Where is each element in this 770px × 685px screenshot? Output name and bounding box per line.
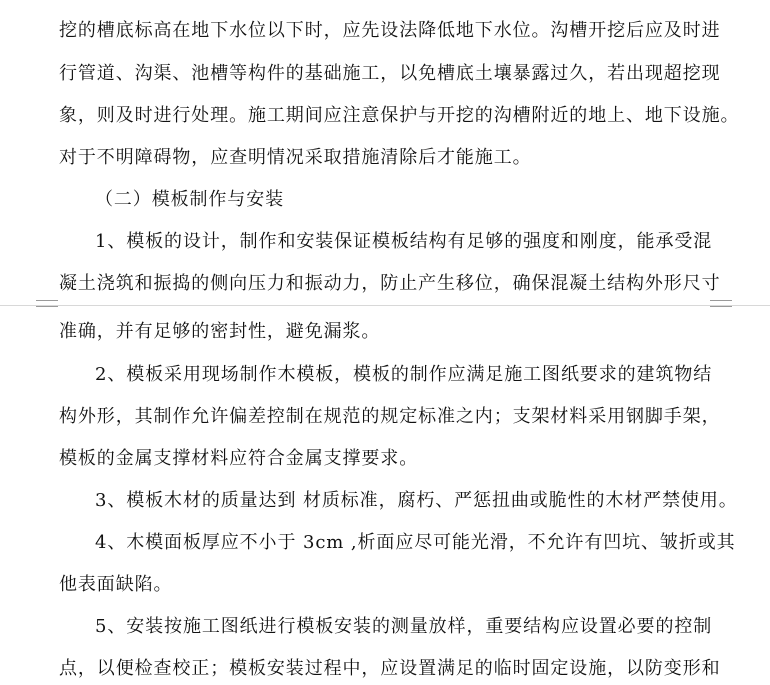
- page-corner-mark-left: [36, 300, 58, 308]
- text-line: 准确，并有足够的密封性，避免漏浆。: [59, 321, 381, 342]
- text-line: 模板的金属支撑材料应符合金属支撑要求。: [59, 448, 419, 469]
- text-line: 2、模板采用现场制作木模板，模板的制作应满足施工图纸要求的建筑物结: [95, 364, 713, 385]
- text-line: 对于不明障碍物，应查明情况采取措施清除后才能施工。: [59, 147, 532, 168]
- page-corner-mark-right: [710, 300, 732, 308]
- text-line: 4、木模面板厚应不小于 3cm ,析面应尽可能光滑，不允许有凹坑、皱折或其: [95, 532, 736, 553]
- page-break-line: [0, 305, 770, 306]
- text-line: 象，则及时进行处理。施工期间应注意保护与开挖的沟槽附近的地上、地下设施。: [59, 105, 740, 126]
- section-heading: （二）模板制作与安装: [95, 189, 284, 210]
- text-line: 挖的槽底标高在地下水位以下时，应先设法降低地下水位。沟槽开挖后应及时进: [59, 20, 721, 41]
- text-line: 1、模板的设计，制作和安装保证模板结构有足够的强度和刚度，能承受混: [95, 231, 713, 252]
- text-line: 3、模板木材的质量达到 材质标准，腐朽、严惩扭曲或脆性的木材严禁使用。: [95, 490, 738, 511]
- text-line: 5、安装按施工图纸进行模板安装的测量放样，重要结构应设置必要的控制: [95, 616, 713, 637]
- text-line: 点，以便检查校正；模板安装过程中，应设置满足的临时固定设施，以防变形和: [59, 658, 721, 679]
- text-line: 凝土浇筑和振捣的侧向压力和振动力，防止产生移位，确保混凝土结构外形尺寸: [59, 273, 721, 294]
- text-line: 他表面缺陷。: [59, 574, 173, 595]
- text-line: 构外形，其制作允许偏差控制在规范的规定标准之内；支架材料采用钢脚手架，: [59, 406, 721, 427]
- text-line: 行管道、沟渠、池槽等构件的基础施工，以免槽底土壤暴露过久，若出现超挖现: [59, 63, 721, 84]
